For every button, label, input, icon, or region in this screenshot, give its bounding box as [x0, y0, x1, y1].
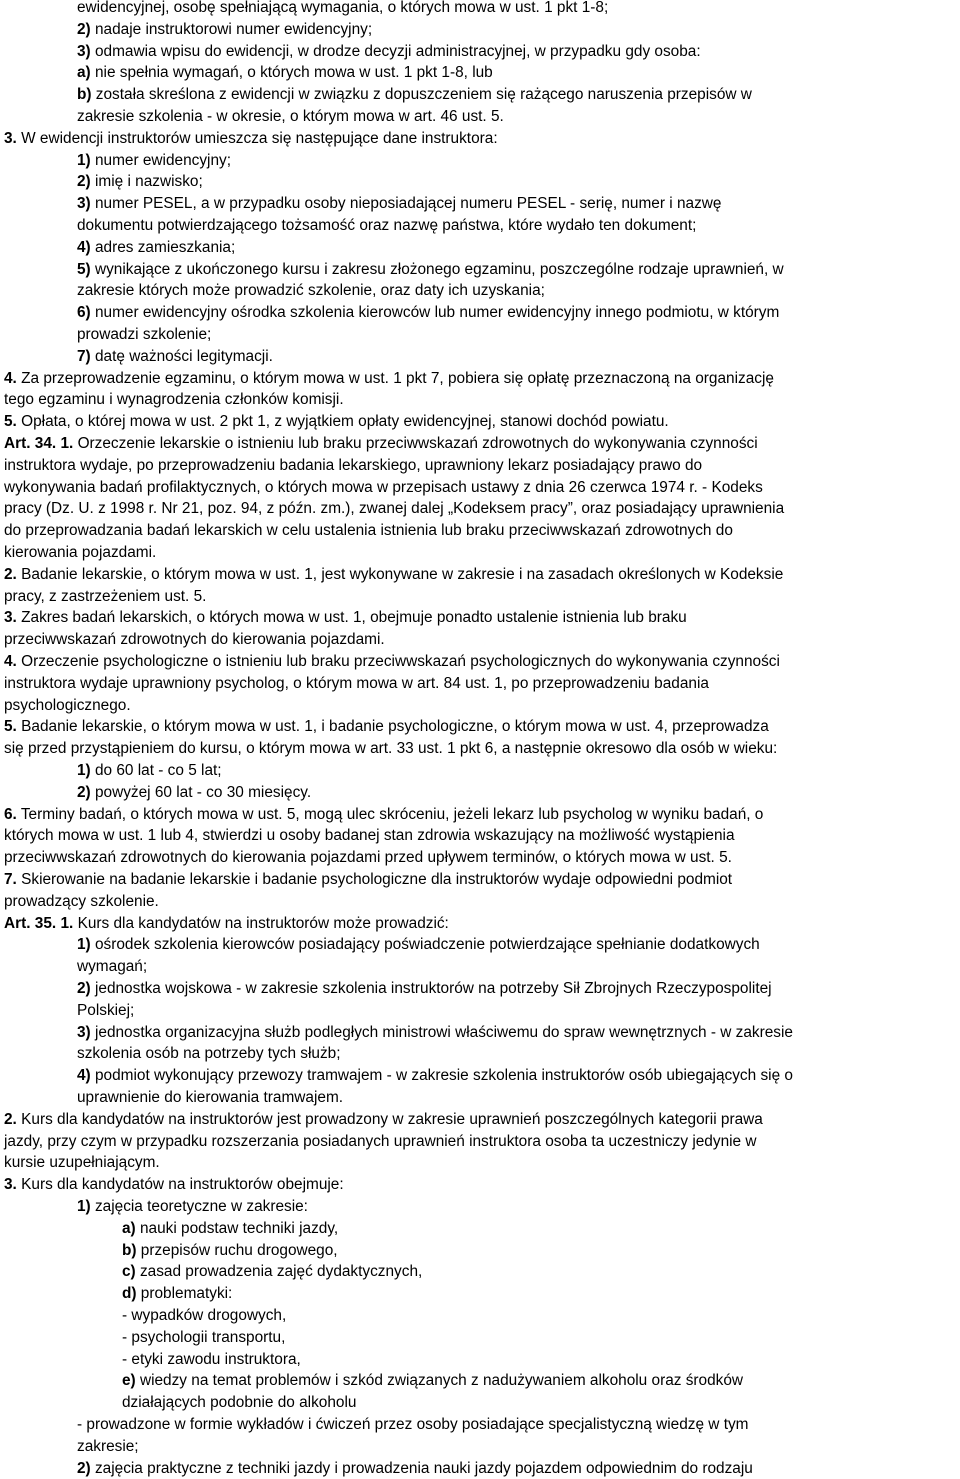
text-line — [4, 19, 372, 41]
text-line — [4, 1261, 422, 1283]
line-text: wykonywania badań profilaktycznych, o których mowa w przepisach ustawy z dnia 26 czerwca 1974 r. - Kodeks — [4, 478, 763, 496]
line-text: Polskiej; — [77, 1001, 135, 1019]
text-line — [4, 673, 709, 695]
item-label: 6. — [4, 805, 17, 823]
text-line — [4, 913, 449, 935]
item-label: 7. — [4, 871, 17, 888]
line-text: Badanie lekarskie, o którym mowa w ust. 1, jest wykonywane w zakresie i na zasadach określonych w Kodeksie — [16, 565, 784, 583]
line-text: szkolenia osób na potrzeby tych służb; — [77, 1045, 341, 1063]
line-text: prowadzi szkolenie; — [77, 326, 212, 343]
line-text: wymagań; — [77, 958, 148, 976]
line-text: zakresie szkolenia - w okresie, o którym mowa w art. 46 ust. 5. — [77, 108, 504, 125]
item-label: 2) — [77, 980, 91, 997]
text-line — [4, 542, 156, 564]
line-text: - wypadków drogowych, — [122, 1307, 287, 1324]
item-label: b) — [122, 1241, 137, 1259]
text-line — [4, 62, 493, 84]
line-text: kierowania pojazdami. — [4, 544, 157, 561]
text-line — [4, 1174, 344, 1196]
line-text: instruktora wydaje uprawniony psycholog, o którym mowa w art. 84 ust. 1, po przeprowadzeniu badania — [4, 674, 709, 692]
item-label: 2. — [4, 565, 17, 583]
text-line — [4, 280, 545, 302]
text-line — [4, 825, 735, 847]
line-text: psychologicznego. — [4, 696, 131, 714]
item-label: 3) — [77, 1023, 91, 1041]
item-label: 3. — [4, 1176, 17, 1194]
text-line — [4, 738, 777, 760]
line-text: działających podobnie do alkoholu — [122, 1394, 357, 1412]
text-line — [4, 150, 231, 172]
text-line — [4, 41, 701, 63]
line-text: zajęcia teoretyczne w zakresie: — [90, 1198, 308, 1215]
line-text: przepisów ruchu drogowego, — [136, 1241, 338, 1259]
text-line — [4, 171, 203, 193]
text-line — [4, 389, 344, 411]
line-text: numer ewidencyjny; — [90, 151, 231, 169]
line-text: Kurs dla kandydatów na instruktorów jest prowadzony w zakresie uprawnień poszczególnych kategorii prawa — [16, 1110, 763, 1128]
item-label: 4) — [77, 238, 91, 256]
text-line — [4, 956, 147, 978]
line-text: uprawnienie do kierowania tramwajem. — [77, 1089, 344, 1106]
text-line — [4, 215, 696, 237]
item-label: 5. — [4, 413, 17, 431]
line-text: Terminy badań, o których mowa w ust. 5, mogą ulec skróceniu, jeżeli lekarz lub psycholog w wyniku badań, o — [16, 805, 764, 823]
line-text: których mowa w ust. 1 lub 4, stwierdzi u osoby badanej stan zdrowia wskazujący na możliwość wystąpienia — [4, 827, 735, 845]
text-line — [4, 1327, 285, 1349]
line-text: wynikające z ukończonego kursu i zakresu złożonego egzaminu, poszczególne rodzaje uprawnień, w — [90, 260, 784, 278]
line-text: W ewidencji instruktorów umieszcza się następujące dane instruktora: — [16, 129, 498, 147]
text-line — [4, 847, 732, 869]
line-text: nie spełnia wymagań, o których mowa w ust. 1 pkt 1-8, lub — [90, 64, 493, 82]
line-text: datę ważności legitymacji. — [90, 347, 273, 365]
line-text: powyżej 60 lat - co 30 miesięcy. — [90, 783, 312, 801]
line-text: ewidencyjnej, osobę spełniającą wymagania, o których mowa w ust. 1 pkt 1-8; — [77, 0, 609, 16]
text-line — [4, 934, 760, 956]
item-label: 2. — [4, 1110, 17, 1128]
text-line — [4, 1043, 341, 1065]
line-text: Kurs dla kandydatów na instruktorów może prowadzić: — [73, 914, 449, 932]
line-text: zajęcia praktyczne z techniki jazdy i prowadzenia nauki jazdy pojazdem odpowiednim do rodzaju — [90, 1459, 753, 1477]
line-text: nauki podstaw techniki jazdy, — [135, 1219, 339, 1237]
line-text: prowadzący szkolenie. — [4, 892, 159, 910]
line-text: - psychologii transportu, — [122, 1328, 286, 1346]
line-text: tego egzaminu i wynagrodzenia członków komisji. — [4, 391, 344, 409]
item-label: 3. — [4, 129, 17, 147]
line-text: pracy, z zastrzeżeniem ust. 5. — [4, 587, 207, 605]
item-label: d) — [122, 1285, 137, 1303]
item-label: a) — [122, 1219, 136, 1237]
item-label: 3) — [77, 195, 91, 213]
line-text: przeciwwskazań zdrowotnych do kierowania pojazdami przed upływem terminów, o których mowa w ust. 5. — [4, 849, 732, 867]
text-line — [4, 411, 669, 433]
line-text: - etyki zawodu instruktora, — [122, 1350, 301, 1368]
text-line — [4, 782, 311, 804]
line-text: Opłata, o której mowa w ust. 2 pkt 1, z wyjątkiem opłaty ewidencyjnej, stanowi dochód powiatu. — [16, 413, 669, 431]
item-label: a) — [77, 64, 91, 82]
item-label: b) — [77, 86, 92, 104]
line-text: została skreślona z ewidencji w związku z dopuszczeniem się rażącego naruszenia przepisów w — [91, 86, 752, 104]
text-line — [4, 607, 687, 629]
line-text: Kurs dla kandydatów na instruktorów obejmuje: — [16, 1176, 344, 1194]
text-line — [4, 237, 235, 259]
item-label: 1) — [77, 1198, 91, 1215]
text-line — [4, 84, 752, 106]
item-label: 6) — [77, 304, 91, 322]
line-text: przeciwwskazań zdrowotnych do kierowania pojazdami. — [4, 631, 385, 649]
line-text: pracy (Dz. U. z 1998 r. Nr 21, poz. 94, z późn. zm.), zwanej dalej „Kodeksem pracy”, oraz posiadający uprawnienia — [4, 500, 785, 518]
text-line — [4, 302, 779, 324]
line-text: Orzeczenie psychologiczne o istnieniu lub braku przeciwwskazań psychologicznych do wykonywania czynności — [16, 653, 780, 670]
line-text: jednostka wojskowa - w zakresie szkolenia instruktorów na potrzeby Sił Zbrojnych Rzeczypospolitej — [90, 980, 772, 997]
text-line — [4, 346, 273, 368]
text-line — [4, 193, 721, 215]
line-text: Skierowanie na badanie lekarskie i badanie psychologiczne dla instruktorów wydaje odpowiedni podmiot — [16, 871, 733, 888]
text-line — [4, 1305, 286, 1327]
line-text: zakresie; — [77, 1437, 139, 1455]
item-label: 4. — [4, 653, 17, 670]
item-label: 5) — [77, 260, 91, 278]
line-text: imię i nazwisko; — [90, 173, 203, 191]
text-line — [4, 564, 783, 586]
line-text: zasad prowadzenia zajęć dydaktycznych, — [135, 1263, 423, 1281]
text-line — [4, 716, 769, 738]
line-text: wiedzy na temat problemów i szkód związanych z nadużywaniem alkoholu oraz środków — [135, 1372, 744, 1390]
line-text: problematyki: — [136, 1285, 233, 1303]
item-label: 1) — [77, 762, 91, 779]
text-line — [4, 760, 222, 782]
text-line — [4, 368, 774, 390]
item-label: 1) — [77, 936, 91, 954]
text-line — [4, 1000, 134, 1022]
item-label: 5. — [4, 718, 17, 736]
line-text: Zakres badań lekarskich, o których mowa w ust. 1, obejmuje ponadto ustalenie istnienia lub braku — [16, 609, 687, 627]
line-text: Za przeprowadzenie egzaminu, o którym mowa w ust. 1 pkt 7, pobiera się opłatę przeznaczoną na organizację — [16, 369, 774, 387]
line-text: - prowadzone w formie wykładów i ćwiczeń przez osoby posiadające specjalistyczną wiedzę w tym — [77, 1416, 749, 1433]
line-text: zakresie których może prowadzić szkolenie, oraz daty ich uzyskania; — [77, 282, 545, 300]
text-line — [4, 1131, 757, 1153]
text-line — [4, 629, 385, 651]
item-label: e) — [122, 1372, 136, 1390]
item-label: 1) — [77, 151, 91, 169]
line-text: Orzeczenie lekarskie o istnieniu lub braku przeciwwskazań zdrowotnych do wykonywania czynności — [73, 435, 758, 452]
text-line — [4, 1458, 753, 1479]
item-label: 2) — [77, 783, 91, 801]
item-label: 2) — [77, 20, 91, 38]
text-line — [4, 695, 131, 717]
item-label: Art. 35. 1. — [4, 914, 74, 932]
line-text: do przeprowadzania badań lekarskich w celu ustalenia istnienia lub braku przeciwwskazań zdrowotnych do — [4, 522, 733, 540]
item-label: 2) — [77, 173, 91, 191]
text-line — [4, 978, 772, 1000]
line-text: jazdy, przy czym w przypadku rozszerzania posiadanych uprawnień instruktora osoba ta uczestniczy jedynie w — [4, 1132, 757, 1150]
item-label: 2) — [77, 1459, 91, 1477]
line-text: dokumentu potwierdzającego tożsamość oraz nazwę państwa, które wydało ten dokument; — [77, 217, 697, 234]
line-text: jednostka organizacyjna służb podległych ministrowi właściwemu do spraw wewnętrznych - w zakresie — [90, 1023, 793, 1041]
line-text: Badanie lekarskie, o którym mowa w ust. 1, i badanie psychologiczne, o którym mowa w ust. 4, przeprowadza — [16, 718, 769, 736]
text-line — [4, 804, 763, 826]
text-line — [4, 891, 159, 913]
text-line — [4, 477, 763, 499]
item-label: 3. — [4, 609, 17, 627]
line-text: ośrodek szkolenia kierowców posiadający poświadczenie potwierdzające spełnianie dodatkowych — [90, 936, 760, 954]
text-line — [4, 1218, 338, 1240]
text-line — [4, 1022, 793, 1044]
item-label: c) — [122, 1263, 136, 1281]
text-line — [4, 1436, 139, 1458]
line-text: adres zamieszkania; — [90, 238, 236, 256]
item-label: Art. 34. 1. — [4, 435, 74, 452]
item-label: 4. — [4, 369, 17, 387]
item-label: 3) — [77, 42, 91, 60]
text-line — [4, 433, 758, 455]
text-line — [4, 1109, 763, 1131]
text-line — [4, 1349, 301, 1371]
text-line — [4, 520, 733, 542]
text-line — [4, 1414, 748, 1436]
text-line — [4, 586, 206, 608]
line-text: nadaje instruktorowi numer ewidencyjny; — [90, 20, 373, 38]
text-line — [4, 1240, 338, 1262]
text-line — [4, 869, 732, 891]
text-line — [4, 1392, 356, 1414]
text-line — [4, 259, 784, 281]
text-line — [4, 1283, 232, 1305]
text-line — [4, 0, 608, 19]
line-text: się przed przystąpieniem do kursu, o którym mowa w art. 33 ust. 1 pkt 6, a następnie okresowo dla osób w wieku: — [4, 740, 778, 758]
text-line — [4, 651, 780, 673]
line-text: odmawia wpisu do ewidencji, w drodze decyzji administracyjnej, w przypadku gdy osoba: — [90, 42, 701, 60]
text-line — [4, 1152, 160, 1174]
line-text: numer ewidencyjny ośrodka szkolenia kierowców lub numer ewidencyjny innego podmiotu, w którym — [90, 304, 780, 322]
item-label: 4) — [77, 1067, 91, 1085]
text-line — [4, 1196, 308, 1218]
text-line — [4, 324, 211, 346]
text-line — [4, 498, 784, 520]
text-line — [4, 455, 702, 477]
text-line — [4, 1065, 793, 1087]
line-text: do 60 lat - co 5 lat; — [90, 762, 222, 779]
item-label: 7) — [77, 347, 91, 365]
text-line — [4, 128, 498, 150]
text-line — [4, 1370, 743, 1392]
line-text: numer PESEL, a w przypadku osoby nieposiadającej numeru PESEL - serię, numer i nazwę — [90, 195, 722, 213]
text-line — [4, 1087, 343, 1109]
line-text: kursie uzupełniającym. — [4, 1154, 160, 1172]
line-text: podmiot wykonujący przewozy tramwajem - w zakresie szkolenia instruktorów osób ubiegających się o — [90, 1067, 793, 1085]
text-line — [4, 106, 504, 128]
line-text: instruktora wydaje, po przeprowadzeniu badania lekarskiego, uprawniony lekarz posiadający prawo do — [4, 456, 703, 474]
